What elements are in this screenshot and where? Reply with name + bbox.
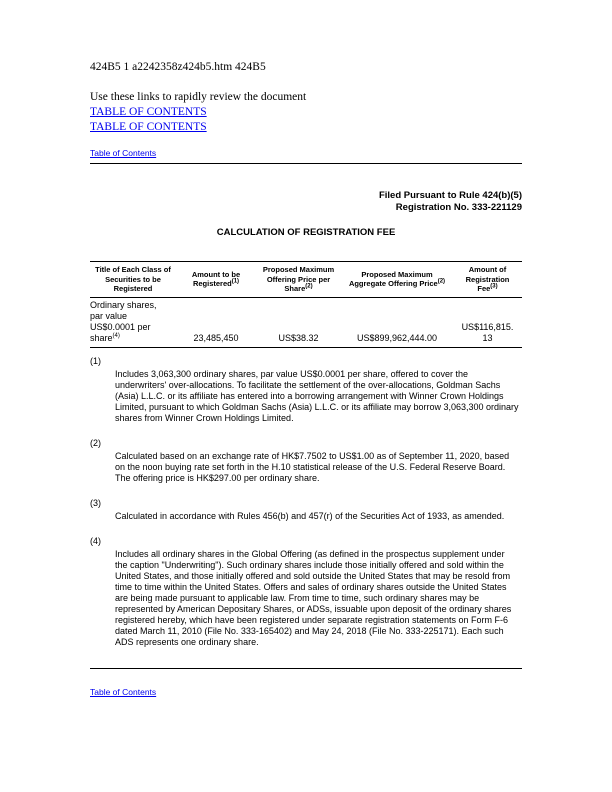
footnote-1-marker: (1) xyxy=(90,355,101,366)
header-aggregate-price-text: Proposed Maximum Aggregate Offering Price xyxy=(348,269,438,289)
horizontal-rule-bottom xyxy=(90,668,522,669)
header-amount-registered-sup: (1) xyxy=(231,278,240,285)
header-cell-title-of-class xyxy=(90,262,176,298)
header-title-of-class-text: Title of Each Class of Securities to be Registered xyxy=(95,265,171,293)
header-registration-fee-text: Amount of Registration Fee xyxy=(465,265,510,293)
footnote-4-text: Includes all ordinary shares in the Global Offering (as defined in the prospectus supplement under the caption "Underwriting"). Such ordinary shares include those initially offered and sold within the United States, and those initially offered and sold outside the United States that may be resold from time to time within the United States. Offers and sales of ordinary shares outside the United States are being made pursuant to applicable law. From time to time, such ordinary shares may be represented by American Depositary Shares, or ADSs, issuable upon deposit of the ordinary shares registered hereby, which have been registered under separate registration statements on Form F-6 dated March 11, 2010 (File No. 333-165402) and May 24, 2018 (File No. 333-225171). Each such ADS represents one ordinary share. xyxy=(115,548,512,647)
filing-file-line: 424B5 1 a2242358z424b5.htm 424B5 xyxy=(90,61,266,73)
horizontal-rule-top xyxy=(90,163,522,164)
security-title-text: Ordinary shares, par value US$0.0001 per share xyxy=(90,299,157,343)
header-price-per-share-text: Proposed Maximum Offering Price per Share xyxy=(262,265,335,293)
links-intro-text: Use these links to rapidly review the document xyxy=(90,91,307,103)
footnote-3-marker: (3) xyxy=(90,497,101,508)
footnote-2 xyxy=(90,438,522,484)
filed-pursuant-block xyxy=(90,190,522,213)
header-cell-aggregate-price xyxy=(341,262,453,298)
header-amount-registered-text: Amount to be Registered xyxy=(191,269,241,289)
footnote-1-text: Includes 3,063,300 ordinary shares, par value US$0.0001 per share, offered to cover the underwriters' over-allocations. To facilitate the settlement of the over-allocations, Goldman Sachs (Asia) L.L.C. or its affiliate has entered into a borrowing arrangement with Winner Crown Holdings Limited, pursuant to which Goldman Sachs (Asia) L.L.C. or its affiliate may borrow 3,063,300 ordinary shares from Winner Crown Holdings Limited. xyxy=(115,368,519,423)
cell-registration-fee xyxy=(453,297,522,347)
filed-pursuant-line: Filed Pursuant to Rule 424(b)(5) xyxy=(378,190,522,201)
toc-link-row-1 xyxy=(90,104,522,119)
toc-small-top-row xyxy=(90,147,522,158)
cell-price-per-share: US$38.32 xyxy=(278,332,319,343)
header-cell-amount-registered xyxy=(176,262,256,298)
fee-table-title: CALCULATION OF REGISTRATION FEE xyxy=(216,227,396,238)
toc-small-bottom-row xyxy=(90,686,522,697)
table-of-contents-link-1[interactable]: TABLE OF CONTENTS xyxy=(90,106,207,118)
security-title-sup: (4) xyxy=(112,332,120,339)
header-aggregate-price-sup: (2) xyxy=(437,278,446,285)
registration-number-line: Registration No. 333-221129 xyxy=(395,201,522,213)
header-price-per-share-sup: (2) xyxy=(305,283,313,290)
toc-link-row-2 xyxy=(90,119,522,134)
footnote-1 xyxy=(90,356,522,424)
footnote-2-marker: (2) xyxy=(90,437,101,448)
registration-fee-table xyxy=(90,261,522,348)
footnote-3 xyxy=(90,498,522,522)
header-cell-registration-fee xyxy=(453,262,522,298)
fee-table-data-row xyxy=(90,297,522,347)
footnote-3-text: Calculated in accordance with Rules 456(b) and 457(r) of the Securities Act of 1933, as amended. xyxy=(115,510,505,521)
table-of-contents-link-2[interactable]: TABLE OF CONTENTS xyxy=(90,121,207,133)
footnote-4 xyxy=(90,536,522,648)
cell-aggregate-price: US$899,962,444.00 xyxy=(356,332,438,343)
cell-security-title xyxy=(90,297,176,347)
cell-amount-registered: 23,485,450 xyxy=(193,332,239,343)
footnote-2-text: Calculated based on an exchange rate of HK$7.7502 to US$1.00 as of September 11, 2020, based on the noon buying rate set forth in the H.10 statistical release of the U.S. Federal Reserve Board. The offering price is HK$297.00 per ordinary share. xyxy=(115,450,510,483)
table-of-contents-top-link[interactable]: Table of Contents xyxy=(90,148,157,158)
fee-table-header-row xyxy=(90,262,522,298)
table-of-contents-bottom-link[interactable]: Table of Contents xyxy=(90,686,157,697)
header-registration-fee-sup: (3) xyxy=(490,283,498,290)
registration-fee-value: US$116,815.13 xyxy=(461,321,514,343)
footnotes-section xyxy=(90,356,522,648)
footnote-4-marker: (4) xyxy=(90,535,101,546)
header-cell-price-per-share xyxy=(256,262,341,298)
